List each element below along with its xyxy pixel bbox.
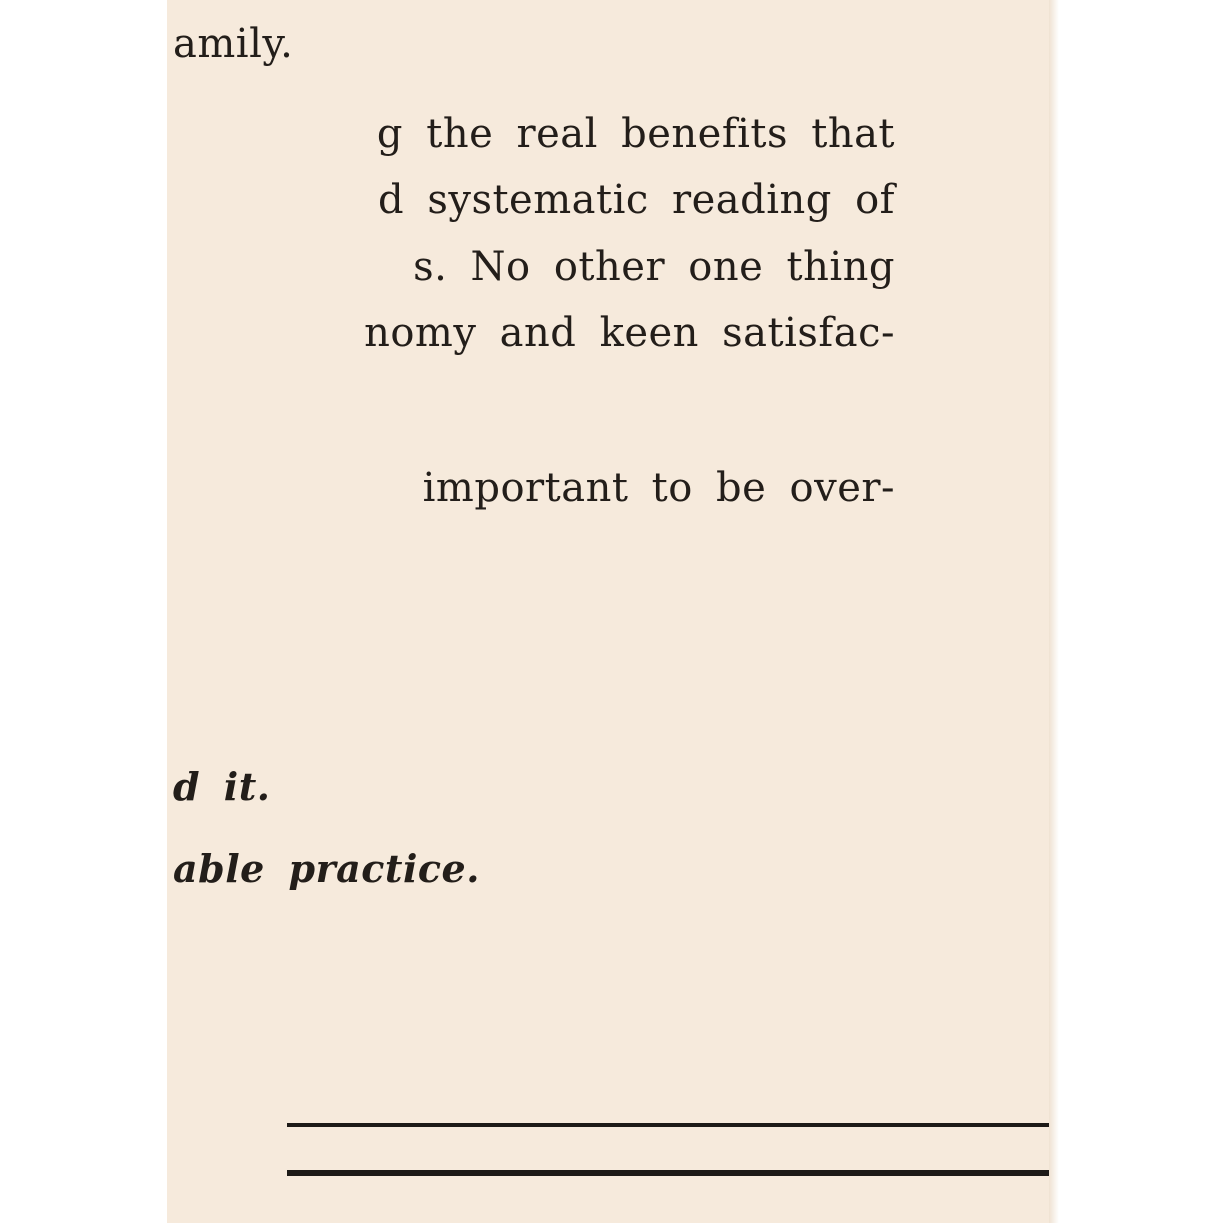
text-line: g the real benefits that	[376, 111, 895, 157]
body-text	[167, 0, 897, 1223]
text-line: d it.	[173, 764, 271, 809]
text-line: s. No other one thing	[413, 244, 895, 290]
text-line: amily.	[173, 21, 294, 67]
text-line: important to be over-	[422, 465, 895, 511]
text-line: d systematic reading of	[378, 177, 895, 223]
paper-edge	[1049, 0, 1059, 1223]
document-page	[167, 0, 1057, 1223]
text-line: able practice.	[173, 846, 480, 891]
text-line: nomy and keen satisfac-	[364, 310, 895, 356]
